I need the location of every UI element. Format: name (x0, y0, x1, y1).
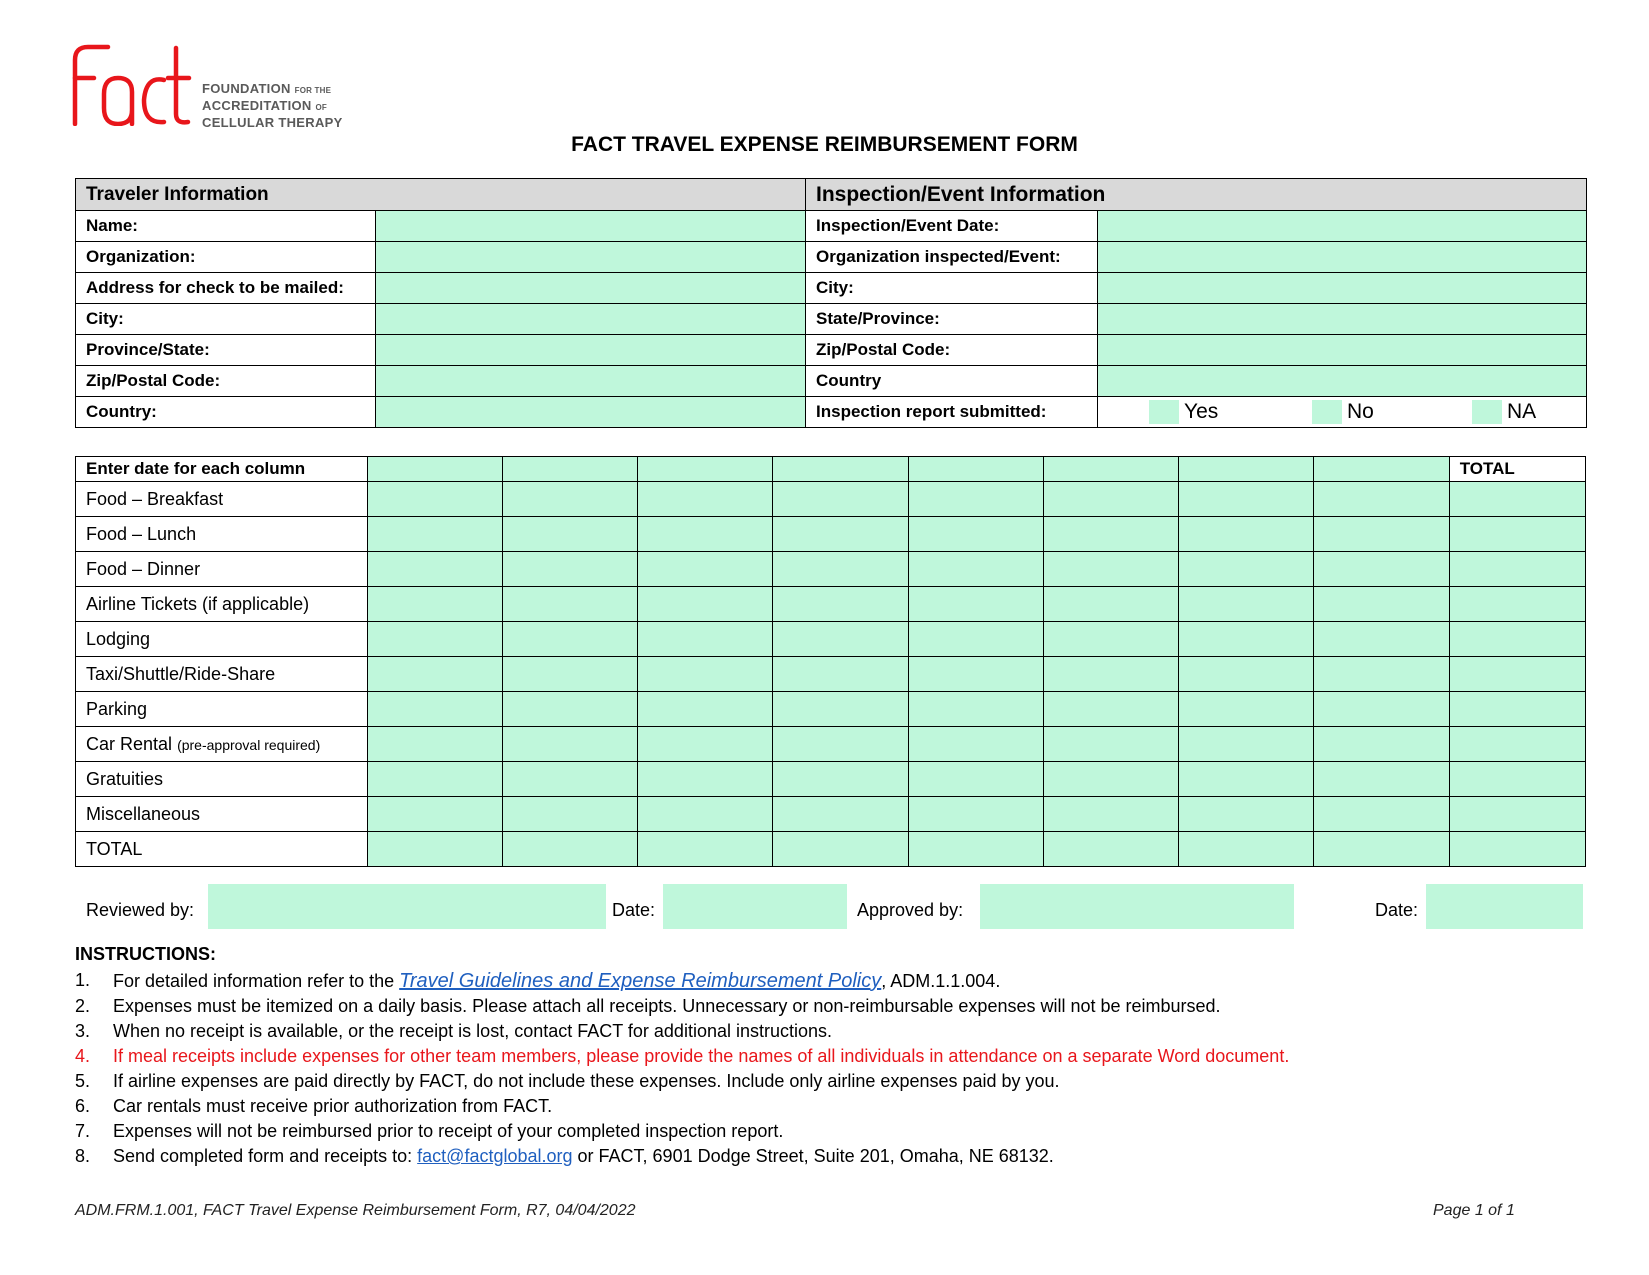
report-submitted-options (1098, 397, 1587, 428)
expense-cell[interactable] (638, 622, 773, 657)
instruction-number: 4. (75, 1046, 91, 1066)
expense-cell[interactable] (908, 587, 1043, 622)
expense-cell[interactable] (1043, 692, 1178, 727)
expense-cell[interactable] (773, 762, 908, 797)
expense-table (75, 456, 1586, 867)
column-total-cell[interactable] (638, 832, 773, 867)
expense-cell[interactable] (502, 622, 637, 657)
address-label: Address for check to be mailed: (76, 273, 376, 304)
date-input[interactable] (638, 457, 773, 482)
date-input[interactable] (1179, 457, 1314, 482)
instruction-number: 7. (75, 1121, 91, 1141)
city-label: City: (76, 304, 376, 335)
row-label: TOTAL (76, 832, 368, 867)
event-country-field[interactable] (1098, 366, 1587, 397)
expense-row (76, 482, 1586, 517)
expense-cell[interactable] (908, 727, 1043, 762)
expense-cell[interactable] (1314, 657, 1449, 692)
expense-cell[interactable] (908, 622, 1043, 657)
instruction-number: 1. (75, 970, 91, 990)
expense-cell[interactable] (908, 517, 1043, 552)
event-city-label: City: (806, 273, 1098, 304)
row-total-cell[interactable] (1449, 587, 1585, 622)
expense-cell[interactable] (1314, 797, 1449, 832)
expense-cell[interactable] (908, 797, 1043, 832)
expense-cell[interactable] (367, 622, 502, 657)
expense-cell[interactable] (908, 692, 1043, 727)
expense-cell[interactable] (367, 657, 502, 692)
expense-cell[interactable] (1043, 762, 1178, 797)
expense-cell[interactable] (908, 482, 1043, 517)
expense-row (76, 762, 1586, 797)
expense-cell[interactable] (1179, 727, 1314, 762)
expense-cell[interactable] (1314, 692, 1449, 727)
inspection-info-header: Inspection/Event Information (806, 179, 1587, 211)
org-inspected-label: Organization inspected/Event: (806, 242, 1098, 273)
expense-cell[interactable] (773, 552, 908, 587)
expense-cell[interactable] (773, 692, 908, 727)
expense-cell[interactable] (1314, 762, 1449, 797)
date-input[interactable] (502, 457, 637, 482)
yes-checkbox[interactable] (1149, 400, 1179, 424)
column-total-cell[interactable] (1314, 832, 1449, 867)
reviewed-by-field[interactable] (208, 884, 606, 929)
zip-field[interactable] (376, 366, 806, 397)
expense-cell[interactable] (502, 517, 637, 552)
row-label: Gratuities (76, 762, 368, 797)
expense-cell[interactable] (908, 552, 1043, 587)
organization-label: Organization: (76, 242, 376, 273)
expense-cell[interactable] (773, 517, 908, 552)
event-country-label: Country (806, 366, 1098, 397)
footer-document-id: ADM.FRM.1.001, FACT Travel Expense Reimbursement Form, R7, 04/04/2022 (75, 1202, 636, 1219)
expense-cell[interactable] (1179, 552, 1314, 587)
expense-cell[interactable] (1179, 762, 1314, 797)
row-total-cell[interactable] (1449, 657, 1585, 692)
expense-cell[interactable] (638, 657, 773, 692)
column-total-cell[interactable] (773, 832, 908, 867)
expense-cell[interactable] (1179, 692, 1314, 727)
expense-row (76, 517, 1586, 552)
expense-cell[interactable] (502, 797, 637, 832)
row-total-cell[interactable] (1449, 762, 1585, 797)
country-label: Country: (76, 397, 376, 428)
row-total-cell[interactable] (1449, 727, 1585, 762)
expense-cell[interactable] (638, 587, 773, 622)
expense-cell[interactable] (638, 762, 773, 797)
expense-cell[interactable] (638, 517, 773, 552)
row-total-cell[interactable] (1449, 552, 1585, 587)
row-label: Taxi/Shuttle/Ride-Share (76, 657, 368, 692)
expense-row (76, 552, 1586, 587)
date2-field[interactable] (1426, 884, 1583, 929)
logo-tagline: FOUNDATION FOR THE ACCREDITATION OF CELLULAR THERAPY (202, 81, 343, 130)
na-label: NA (1507, 400, 1537, 423)
email-link[interactable]: fact@factglobal.org (417, 1146, 573, 1166)
expense-cell[interactable] (367, 517, 502, 552)
approved-by-label: Approved by: (857, 900, 964, 920)
province-label: Province/State: (76, 335, 376, 366)
expense-row (76, 657, 1586, 692)
column-total-cell[interactable] (1043, 832, 1178, 867)
date-header-label: Enter date for each column (76, 457, 368, 482)
expense-header-row (76, 457, 1586, 482)
date2-label: Date: (1375, 900, 1419, 920)
row-total-cell[interactable] (1449, 692, 1585, 727)
instruction-text: When no receipt is available, or the receipt is lost, contact FACT for additional instructions. (113, 1021, 833, 1041)
total-header: TOTAL (1449, 457, 1585, 482)
date-input[interactable] (908, 457, 1043, 482)
instruction-number: 2. (75, 996, 91, 1016)
date-input[interactable] (773, 457, 908, 482)
date1-field[interactable] (663, 884, 847, 929)
expense-cell[interactable] (1179, 587, 1314, 622)
expense-cell[interactable] (1179, 482, 1314, 517)
instruction-number: 6. (75, 1096, 91, 1116)
org-inspected-field[interactable] (1098, 242, 1587, 273)
no-checkbox[interactable] (1312, 400, 1342, 424)
row-label (76, 727, 368, 762)
expense-cell[interactable] (773, 797, 908, 832)
column-total-cell[interactable] (1179, 832, 1314, 867)
date-input[interactable] (1314, 457, 1449, 482)
instruction-text: or FACT, 6901 Dodge Street, Suite 201, Omaha, NE 68132. (572, 1146, 1054, 1166)
expense-cell[interactable] (1043, 482, 1178, 517)
expense-cell[interactable] (773, 657, 908, 692)
row-label: Airline Tickets (if applicable) (76, 587, 368, 622)
instruction-number: 3. (75, 1021, 91, 1041)
approved-by-field[interactable] (980, 884, 1294, 929)
expense-row (76, 692, 1586, 727)
expense-cell[interactable] (1043, 552, 1178, 587)
car-rental-note: (pre-approval required) (177, 736, 321, 753)
expense-cell[interactable] (502, 587, 637, 622)
expense-cell[interactable] (502, 762, 637, 797)
event-zip-field[interactable] (1098, 335, 1587, 366)
row-label: Food – Dinner (76, 552, 368, 587)
row-label: Food – Breakfast (76, 482, 368, 517)
reviewed-by-label: Reviewed by: (86, 900, 195, 920)
expense-cell[interactable] (638, 482, 773, 517)
row-total-cell[interactable] (1449, 622, 1585, 657)
expense-cell[interactable] (367, 762, 502, 797)
instructions-heading: INSTRUCTIONS: (75, 944, 216, 964)
expense-cell[interactable] (1179, 622, 1314, 657)
footer-page-number: Page 1 of 1 (1433, 1202, 1515, 1219)
expense-cell[interactable] (1043, 797, 1178, 832)
expense-row (76, 587, 1586, 622)
expense-cell[interactable] (1043, 587, 1178, 622)
expense-cell[interactable] (1314, 622, 1449, 657)
grand-total-cell[interactable] (1449, 832, 1585, 867)
column-total-cell[interactable] (908, 832, 1043, 867)
fact-logo (72, 44, 192, 126)
date1-label: Date: (612, 900, 656, 920)
expense-cell[interactable] (638, 797, 773, 832)
expense-cell[interactable] (1043, 657, 1178, 692)
expense-cell[interactable] (1043, 517, 1178, 552)
yes-label: Yes (1184, 400, 1219, 423)
expense-cell[interactable] (367, 587, 502, 622)
expense-cell[interactable] (1179, 517, 1314, 552)
event-date-field[interactable] (1098, 211, 1587, 242)
expense-cell[interactable] (502, 727, 637, 762)
form-title: FACT TRAVEL EXPENSE REIMBURSEMENT FORM (571, 133, 1078, 156)
expense-cell[interactable] (773, 622, 908, 657)
instruction-text: For detailed information refer to the (113, 971, 400, 991)
expense-cell[interactable] (773, 482, 908, 517)
no-label: No (1347, 400, 1374, 423)
province-field[interactable] (376, 335, 806, 366)
event-date-label: Inspection/Event Date: (806, 211, 1098, 242)
row-label: Food – Lunch (76, 517, 368, 552)
row-label: Miscellaneous (76, 797, 368, 832)
name-field[interactable] (376, 211, 806, 242)
expense-cell[interactable] (1314, 727, 1449, 762)
expense-total-row (76, 832, 1586, 867)
expense-cell[interactable] (502, 657, 637, 692)
expense-cell[interactable] (638, 727, 773, 762)
expense-row (76, 797, 1586, 832)
expense-cell[interactable] (1043, 622, 1178, 657)
column-total-cell[interactable] (502, 832, 637, 867)
expense-cell[interactable] (1179, 797, 1314, 832)
expense-cell[interactable] (367, 727, 502, 762)
event-state-field[interactable] (1098, 304, 1587, 335)
expense-cell[interactable] (1314, 482, 1449, 517)
expense-cell[interactable] (1314, 517, 1449, 552)
row-total-cell[interactable] (1449, 482, 1585, 517)
expense-cell[interactable] (1179, 657, 1314, 692)
instruction-text: If airline expenses are paid directly by FACT, do not include these expenses. Include only airline expenses paid by you. (113, 1071, 1060, 1091)
expense-cell[interactable] (773, 587, 908, 622)
expense-cell[interactable] (773, 727, 908, 762)
date-input[interactable] (1043, 457, 1178, 482)
instruction-text: , ADM.1.1.004. (881, 971, 1001, 991)
instruction-text: Car rentals must receive prior authorization from FACT. (113, 1096, 553, 1116)
expense-row (76, 622, 1586, 657)
zip-label: Zip/Postal Code: (76, 366, 376, 397)
policy-link[interactable]: Travel Guidelines and Expense Reimbursement Policy (399, 970, 882, 992)
date-input[interactable] (367, 457, 502, 482)
name-label: Name: (76, 211, 376, 242)
expense-row (76, 727, 1586, 762)
expense-cell[interactable] (367, 552, 502, 587)
instruction-text: Expenses will not be reimbursed prior to receipt of your completed inspection report. (113, 1121, 784, 1141)
country-field[interactable] (376, 397, 806, 428)
expense-cell[interactable] (502, 692, 637, 727)
city-field[interactable] (376, 304, 806, 335)
instruction-text: Expenses must be itemized on a daily basis. Please attach all receipts. Unnecessary or non-reimbursable expenses will not be reimbursed. (113, 996, 1221, 1016)
row-total-cell[interactable] (1449, 797, 1585, 832)
expense-cell[interactable] (1314, 587, 1449, 622)
address-field[interactable] (376, 273, 806, 304)
row-label: Parking (76, 692, 368, 727)
event-zip-label: Zip/Postal Code: (806, 335, 1098, 366)
traveler-info-header: Traveler Information (76, 179, 806, 211)
info-table (75, 178, 1587, 428)
expense-cell[interactable] (638, 552, 773, 587)
na-checkbox[interactable] (1472, 400, 1502, 424)
row-label: Lodging (76, 622, 368, 657)
expense-cell[interactable] (367, 797, 502, 832)
car-rental-label: Car Rental (86, 733, 173, 754)
expense-cell[interactable] (502, 482, 637, 517)
expense-cell[interactable] (908, 762, 1043, 797)
expense-cell[interactable] (1314, 552, 1449, 587)
report-submitted-label: Inspection report submitted: (806, 397, 1098, 428)
expense-cell[interactable] (1043, 727, 1178, 762)
instruction-number: 8. (75, 1146, 91, 1166)
event-state-label: State/Province: (806, 304, 1098, 335)
instruction-number: 5. (75, 1071, 91, 1091)
expense-cell[interactable] (908, 657, 1043, 692)
expense-cell[interactable] (502, 552, 637, 587)
row-total-cell[interactable] (1449, 517, 1585, 552)
expense-cell[interactable] (638, 692, 773, 727)
column-total-cell[interactable] (367, 832, 502, 867)
organization-field[interactable] (376, 242, 806, 273)
expense-cell[interactable] (367, 482, 502, 517)
event-city-field[interactable] (1098, 273, 1587, 304)
instruction-text: Send completed form and receipts to: (113, 1146, 418, 1166)
instruction-text: If meal receipts include expenses for other team members, please provide the names of all individuals in attendance on a separate Word document. (113, 1046, 1290, 1066)
expense-cell[interactable] (367, 692, 502, 727)
